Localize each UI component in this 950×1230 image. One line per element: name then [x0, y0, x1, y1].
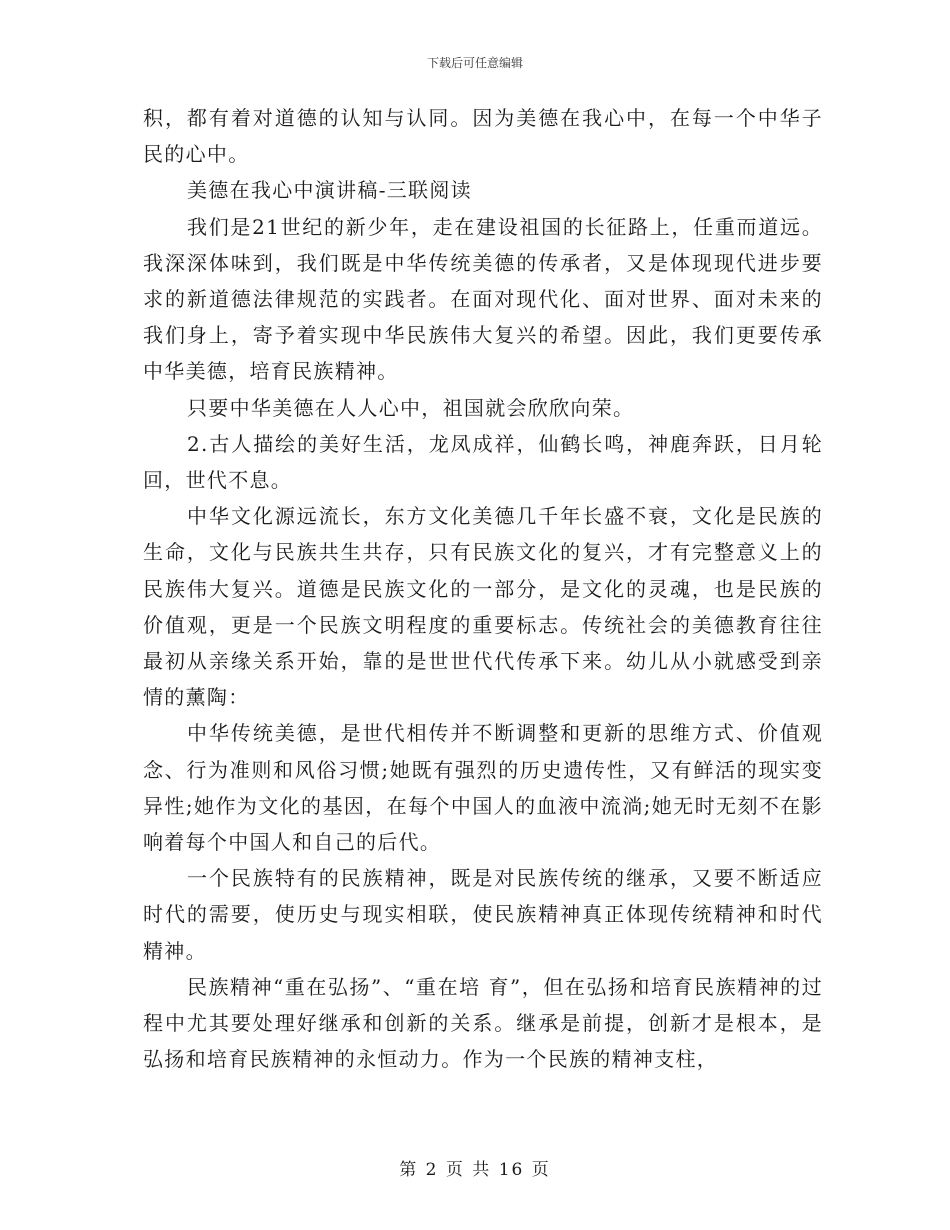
paragraph: 我们是21世纪的新少年，走在建设祖国的长征路上，任重而道远。我深深体味到，我们既是中华传统美德的传承者，又是体现现代进步要求的新道德法律规范的实践者。在面对现代化、面对世界、面对未来的我们身上，寄予着实现中华民族伟大复兴的希望。因此，我们更要传承中华美德，培育民族精神。	[143, 214, 823, 384]
paragraph: 积，都有着对道德的认知与认同。因为美德在我心中，在每一个中华子民的心中。	[143, 106, 823, 167]
paragraph: 中华传统美德，是世代相传并不断调整和更新的思维方式、价值观念、行为准则和风俗习惯;她既有强烈的历史遗传性，又有鲜活的现实变异性;她作为文化的基因，在每个中国人的血液中流淌;她无时无刻不在影响着每个中国人和自己的后代。	[143, 721, 823, 855]
paragraph: 中华文化源远流长，东方文化美德几千年长盛不衰，文化是民族的生命，文化与民族共生共存，只有民族文化的复兴，才有完整意义上的民族伟大复兴。道德是民族文化的一部分，是文化的灵魂，也是民族的价值观，更是一个民族文明程度的重要标志。传统社会的美德教育往往最初从亲缘关系开始，靠的是世世代代传承下来。幼儿从小就感受到亲情的薰陶：	[143, 504, 823, 710]
paragraph: 一个民族特有的民族精神，既是对民族传统的继承，又要不断适应时代的需要，使历史与现实相联，使民族精神真正体现传统精神和时代精神。	[143, 866, 823, 963]
page-number-footer: 第 2 页 共 16 页	[399, 1160, 551, 1180]
paragraph: 只要中华美德在人人心中，祖国就会欣欣向荣。	[187, 395, 635, 420]
paragraph: 民族精神“重在弘扬”、“重在培 育”，但在弘扬和培育民族精神的过程中尤其要处理好继承和创新的关系。继承是前提，创新才是根本，是弘扬和培育民族精神的永恒动力。作为一个民族的精神支柱，	[143, 974, 823, 1072]
section-title: 美德在我心中演讲稿-三联阅读	[187, 178, 472, 203]
paragraph: 2.古人描绘的美好生活，龙凤成祥，仙鹤长鸣，神鹿奔跃，日月轮回，世代不息。	[143, 431, 823, 493]
page-header: 下载后可任意编辑	[426, 56, 523, 70]
body-text	[143, 100, 823, 1077]
